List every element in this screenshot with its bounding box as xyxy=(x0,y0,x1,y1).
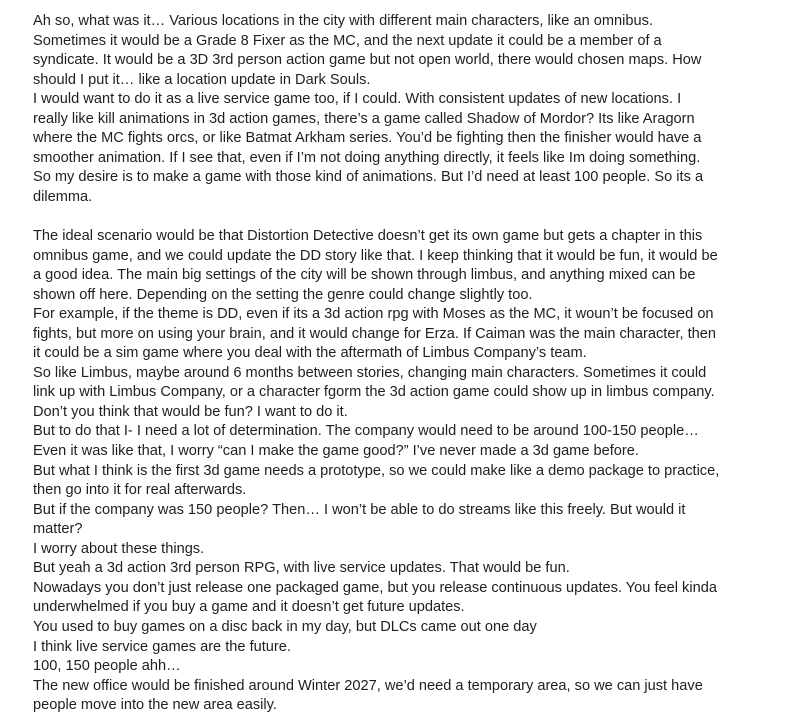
text-line-30: Nowadays you don’t just release one packaged game, but you release continuous updates. You feel kinda xyxy=(33,579,717,596)
text-line-8: smoother animation. If I see that, even if I’m not doing anything directly, it feels like Im doing something. xyxy=(33,149,701,166)
text-line-4: should I put it… like a location update in Dark Souls. xyxy=(33,71,371,88)
text-line-27: matter? xyxy=(33,521,83,538)
text-line-29: But yeah a 3d action 3rd person RPG, with live service updates. That would be fun. xyxy=(33,560,570,577)
text-line-17: fights, but more on using your brain, and it would change for Erza. If Caiman was the main character, then xyxy=(33,325,717,342)
text-line-12: The ideal scenario would be that Distortion Detective doesn’t get its own game but gets a chapter in this xyxy=(33,228,703,245)
text-line-36: people move into the new area easily. xyxy=(33,697,277,714)
text-line-19: So like Limbus, maybe around 6 months between stories, changing main characters. Sometimes it could xyxy=(33,364,707,381)
paragraph-break xyxy=(33,207,797,227)
text-line-24: But what I think is the first 3d game needs a prototype, so we could make like a demo package to practice, xyxy=(33,462,720,479)
text-line-10: dilemma. xyxy=(33,188,93,205)
text-line-23: Even it was like that, I worry “can I make the game good?” I’ve never made a 3d game before. xyxy=(33,443,639,460)
text-line-2: Sometimes it would be a Grade 8 Fixer as the MC, and the next update it could be a member of a xyxy=(33,32,662,49)
text-line-33: I think live service games are the future. xyxy=(33,638,291,655)
text-line-5: I would want to do it as a live service game too, if I could. With consistent updates of new locations. I xyxy=(33,91,682,108)
text-line-20: link up with Limbus Company, or a character fgorm the 3d action game could show up in limbus company. xyxy=(33,384,715,401)
text-line-26: But if the company was 150 people? Then… I won’t be able to do streams like this freely. But would it xyxy=(33,501,686,518)
text-line-21: Don’t you think that would be fun? I want to do it. xyxy=(33,403,348,420)
text-line-34: 100, 150 people ahh… xyxy=(33,658,181,675)
text-line-31: underwhelmed if you buy a game and it doesn’t get future updates. xyxy=(33,599,465,616)
text-line-35: The new office would be finished around Winter 2027, we’d need a temporary area, so we can just have xyxy=(33,677,703,694)
text-line-22: But to do that I- I need a lot of determination. The company would need to be around 100-150 people… xyxy=(33,423,699,440)
text-line-14: a good idea. The main big settings of the city will be shown through limbus, and anything mixed can be xyxy=(33,267,696,284)
text-line-13: omnibus game, and we could update the DD story like that. I keep thinking that it would be fun, it would be xyxy=(33,247,718,264)
text-line-18: it could be a sim game where you deal with the aftermath of Limbus Company’s team. xyxy=(33,345,587,362)
text-line-16: For example, if the theme is DD, even if its a 3d action rpg with Moses as the MC, it woun’t be focused on xyxy=(33,306,714,323)
text-line-25: then go into it for real afterwards. xyxy=(33,482,247,499)
text-line-3: syndicate. It would be a 3D 3rd person action game but not open world, there would chosen maps. How xyxy=(33,52,702,69)
text-line-15: shown off here. Depending on the setting the genre could change slightly too. xyxy=(33,286,533,303)
text-line-28: I worry about these things. xyxy=(33,540,205,557)
text-line-6: really like kill animations in 3d action games, there’s a game called Shadow of Mordor? Its like Aragorn xyxy=(33,110,695,127)
text-line-7: where the MC fights orcs, or like Batmat Arkham series. You’d be fighting then the finisher would have a xyxy=(33,130,702,147)
text-line-9: So my desire is to make a game with those kind of animations. But I’d need at least 100 people. So its a xyxy=(33,169,704,186)
text-line-32: You used to buy games on a disc back in my day, but DLCs came out one day xyxy=(33,618,537,635)
text-line-1: Ah so, what was it… Various locations in the city with different main characters, like an omnibus. xyxy=(33,13,653,29)
